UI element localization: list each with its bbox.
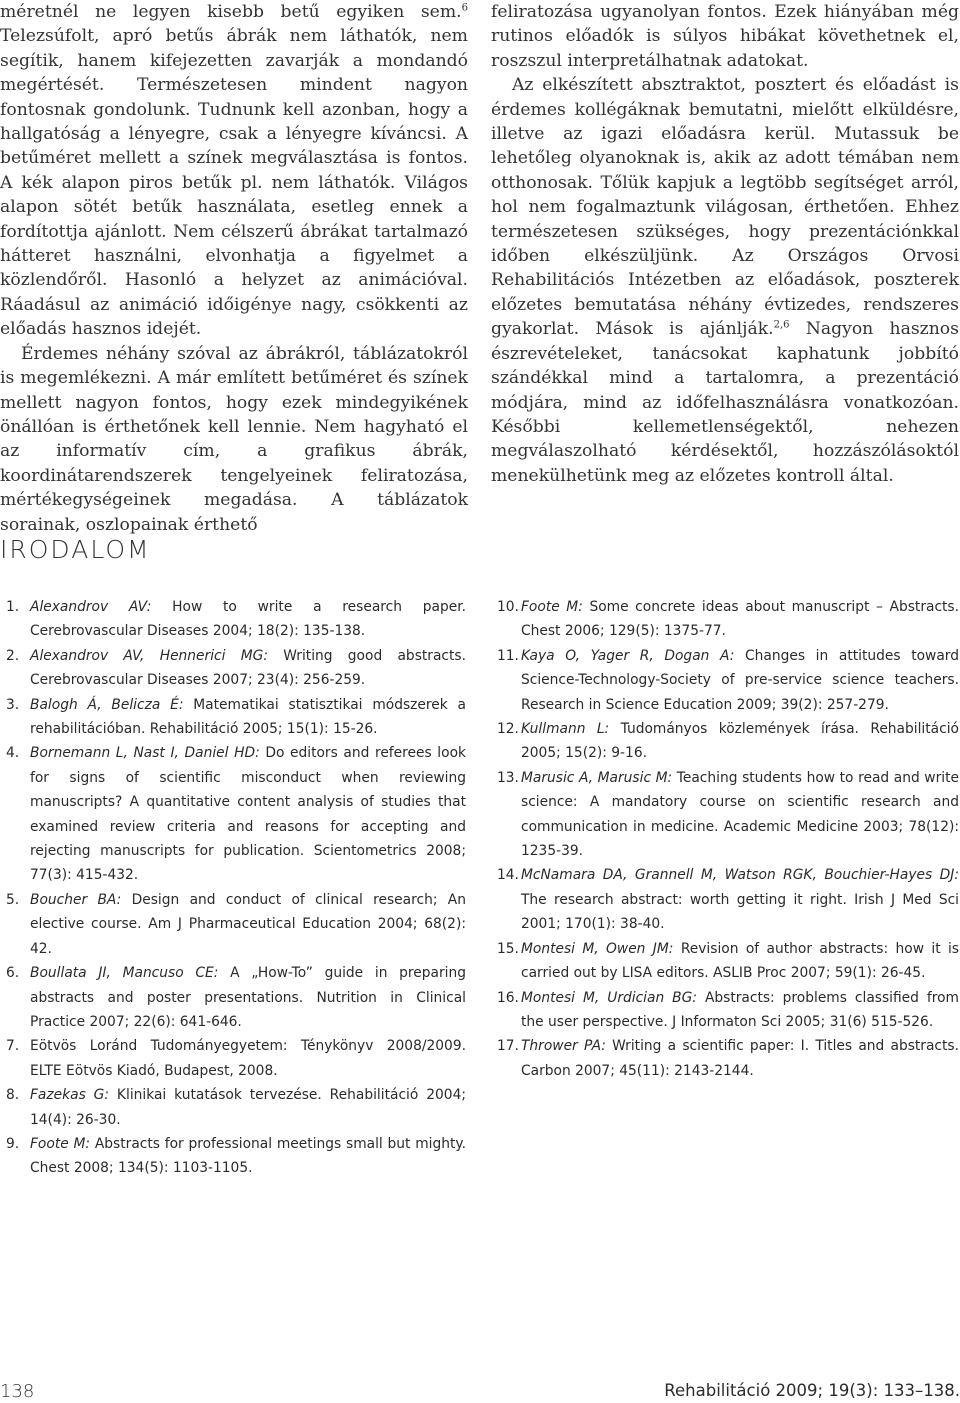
reference-authors: Fazekas G: bbox=[30, 1087, 110, 1104]
reference-authors: Balogh Á, Belicza É: bbox=[30, 696, 184, 713]
reference-item bbox=[0, 741, 466, 887]
reference-item bbox=[0, 693, 466, 742]
reference-item bbox=[491, 717, 959, 766]
journal-citation: Rehabilitáció 2009; 19(3): 133–138. bbox=[664, 1381, 960, 1400]
page-number: 138 bbox=[0, 1381, 35, 1402]
body-paragraph bbox=[0, 0, 468, 342]
reference-details: Teaching students how to read and write science: A mandatory course on scientific research and communication in medicine. Academic Medicine 2003; 78(12): 1235-39. bbox=[521, 769, 959, 860]
reference-details: Changes in attitudes toward Science-Technology-Society of pre-service science teachers. Research in Science Education 2009; 39(2): 257-279. bbox=[521, 647, 959, 713]
reference-number: 6. bbox=[6, 965, 20, 982]
reference-number: 7. bbox=[6, 1038, 20, 1055]
body-paragraph bbox=[0, 342, 468, 537]
reference-item bbox=[491, 644, 959, 717]
left-text-column bbox=[0, 0, 468, 537]
reference-details: Writing good abstracts. Cerebrovascular Diseases 2007; 23(4): 256-259. bbox=[30, 647, 466, 689]
reference-number: 2. bbox=[6, 647, 20, 664]
reference-details: Matematikai statisztikai módszerek a rehabilitációban. Rehabilitáció 2005; 15(1): 15-26. bbox=[30, 696, 466, 738]
reference-authors: Montesi M, Owen JM: bbox=[521, 940, 674, 957]
reference-authors: Kaya O, Yager R, Dogan A: bbox=[521, 647, 735, 664]
reference-item bbox=[0, 595, 466, 644]
paragraph-text: feliratozása ugyanolyan fontos. Ezek hiányában még rutinos előadók is súlyos hibákat követhetnek el, roszszul interpretálhatnak adatokat. bbox=[491, 2, 959, 71]
reference-authors: Alexandrov AV, Hennerici MG: bbox=[30, 647, 268, 664]
reference-details: Eötvös Loránd Tudományegyetem: Ténykönyv 2008/2009. ELTE Eötvös Kiadó, Budapest, 2008. bbox=[30, 1038, 466, 1079]
reference-authors: Foote M: bbox=[521, 599, 583, 615]
reference-details: Tudományos közlemények írása. Rehabilitáció 2005; 15(2): 9-16. bbox=[521, 721, 959, 762]
reference-list-right bbox=[491, 595, 959, 1083]
reference-item bbox=[491, 766, 959, 864]
reference-details: Do editors and referees look for signs of scientific misconduct when reviewing manuscripts? A quantitative content analysis of studies that examined review criteria and reasons for accepting and rejecting manuscripts for publication. Scientometrics 2008; 77(3): 415-432. bbox=[30, 745, 466, 884]
reference-item bbox=[491, 1034, 959, 1083]
body-paragraph bbox=[491, 0, 959, 73]
reference-authors: Kullmann L: bbox=[521, 721, 610, 738]
paragraph-text: méretnél ne legyen kisebb betű egyiken sem. bbox=[0, 2, 462, 22]
reference-item bbox=[0, 961, 466, 1034]
citation-superscript: 2,6 bbox=[773, 319, 790, 331]
reference-number: 4. bbox=[6, 745, 20, 762]
reference-item bbox=[0, 888, 466, 961]
reference-number: 9. bbox=[6, 1135, 20, 1152]
reference-number: 10. bbox=[497, 599, 519, 615]
reference-item bbox=[0, 1083, 466, 1132]
reference-authors: Thrower PA: bbox=[521, 1038, 606, 1055]
reference-details: Revision of author abstracts: how it is carried out by LISA editors. ASLIB Proc 2007; 59(1): 26-45. bbox=[521, 940, 959, 982]
reference-number: 15. bbox=[497, 940, 519, 957]
reference-details: The research abstract: worth getting it right. Irish J Med Sci 2001; 170(1): 38-40. bbox=[521, 891, 959, 933]
reference-details: How to write a research paper. Cerebrovascular Diseases 2004; 18(2): 135-138. bbox=[30, 599, 466, 640]
reference-number: 17. bbox=[497, 1038, 519, 1055]
reference-authors: Bornemann L, Nast I, Daniel HD: bbox=[30, 745, 260, 762]
reference-number: 12. bbox=[497, 721, 519, 738]
paragraph-text: Telezsúfolt, apró betűs ábrák nem láthatók, nem segítik, hanem kifejezetten zavarják a mondandó megértését. Természetesen mindent nagyon fontosnak gondolunk. Tudnunk kell azonban, hogy a hallgatóság a lényegre, csak a lényegre kíváncsi. A betűméret mellett a színek megválasztása is fontos. A kék alapon piros betűk pl. nem láthatók. Világos alapon sötét betűk használata, esetleg ennek a fordítottja ajánlott. Nem célszerű ábrákat tartalmazó hátteret használni, elvonhatja a figyelmet a közlendőről. Hasonló a helyzet az animációval. Ráadásul az animáció időigénye nagy, csökkenti az előadás hasznos idejét. bbox=[0, 26, 468, 340]
reference-number: 16. bbox=[497, 989, 519, 1006]
reference-number: 5. bbox=[6, 891, 20, 908]
reference-details: A „How-To” guide in preparing abstracts and poster presentations. Nutrition in Clinical Practice 2007; 22(6): 641-646. bbox=[30, 965, 466, 1030]
reference-details: Abstracts: problems classified from the user perspective. J Informaton Sci 2005; 31(6) 515-526. bbox=[521, 989, 959, 1030]
reference-item bbox=[491, 863, 959, 936]
reference-number: 14. bbox=[497, 867, 519, 884]
reference-item bbox=[0, 1034, 466, 1083]
reference-authors: Alexandrov AV: bbox=[30, 599, 152, 615]
right-text-column bbox=[491, 0, 959, 488]
body-paragraph bbox=[491, 73, 959, 488]
reference-number: 8. bbox=[6, 1087, 20, 1104]
reference-details: Abstracts for professional meetings small but mighty. Chest 2008; 134(5): 1103-1105. bbox=[30, 1135, 467, 1177]
paragraph-text: Az elkészített absztraktot, posztert és előadást is érdemes kollégáknak bemutatni, mielőtt elküldésre, illetve az igazi előadásra kerül. Mutassuk be lehetőleg olyanoknak is, akik az adott témában nem otthonosak. Tőlük kapjuk a legtöbb segítséget arról, hol nem fogalmaztunk világosan, érthetően. Ehhez természetesen szükséges, hogy prezentációnkkal időben elkészüljünk. Az Országos Orvosi Rehabilitációs Intézetben az előadások, poszterek előzetes bemutatása néhány évtizedes, rendszeres gyakorlat. Mások is ajánlják. bbox=[491, 75, 959, 340]
reference-authors: McNamara DA, Grannell M, Watson RGK, Bouchier-Hayes DJ: bbox=[521, 867, 959, 884]
reference-number: 3. bbox=[6, 696, 20, 713]
reference-authors: Boucher BA: bbox=[30, 891, 122, 908]
reference-authors: Marusic A, Marusic M: bbox=[521, 769, 673, 786]
reference-number: 1. bbox=[6, 599, 20, 615]
reference-item bbox=[0, 1132, 466, 1181]
reference-details: Design and conduct of clinical research; An elective course. Am J Pharmaceutical Education 2004; 68(2): 42. bbox=[30, 891, 466, 957]
reference-list-left bbox=[0, 595, 466, 1181]
reference-authors: Montesi M, Urdician BG: bbox=[521, 989, 697, 1006]
reference-item bbox=[491, 595, 959, 644]
reference-details: Writing a scientific paper: I. Titles and abstracts. Carbon 2007; 45(11): 2143-2144. bbox=[521, 1038, 959, 1079]
citation-superscript: 6 bbox=[461, 2, 468, 14]
reference-item bbox=[491, 986, 959, 1035]
reference-item bbox=[491, 937, 959, 986]
reference-authors: Boullata JI, Mancuso CE: bbox=[30, 965, 219, 982]
reference-item bbox=[0, 644, 466, 693]
reference-number: 13. bbox=[497, 769, 519, 786]
section-heading: IRODALOM bbox=[0, 535, 151, 564]
reference-authors: Foote M: bbox=[30, 1135, 91, 1152]
paragraph-text: Nagyon hasznos észrevételeket, tanácsokat kaphatunk jobbító szándékkal mind a tartalomra, a prezentáció módjára, mind az időfelhasználásra vonatkozóan. Későbbi kellemetlenségektől, nehezen megválaszolható kérdésektől, hozzászólásoktól menekülhetünk meg az előzetes kontroll által. bbox=[491, 319, 959, 486]
paragraph-text: Érdemes néhány szóval az ábrákról, táblázatokról is megemlékezni. A már említett betűméret és színek mellett nagyon fontos, hogy ezek mindegyikének önállóan is érthetőnek kell lennie. Nem hagyható el az informatív cím, a grafikus ábrák, koordinátarendszerek tengelyeinek feliratozása, mértékegységeinek megadása. A táblázatok sorainak, oszlopainak érthető bbox=[0, 343, 468, 535]
reference-details: Klinikai kutatások tervezése. Rehabilitáció 2004; 14(4): 26-30. bbox=[30, 1087, 466, 1128]
reference-number: 11. bbox=[497, 647, 519, 664]
reference-details: Some concrete ideas about manuscript – Abstracts. Chest 2006; 129(5): 1375-77. bbox=[521, 599, 960, 640]
